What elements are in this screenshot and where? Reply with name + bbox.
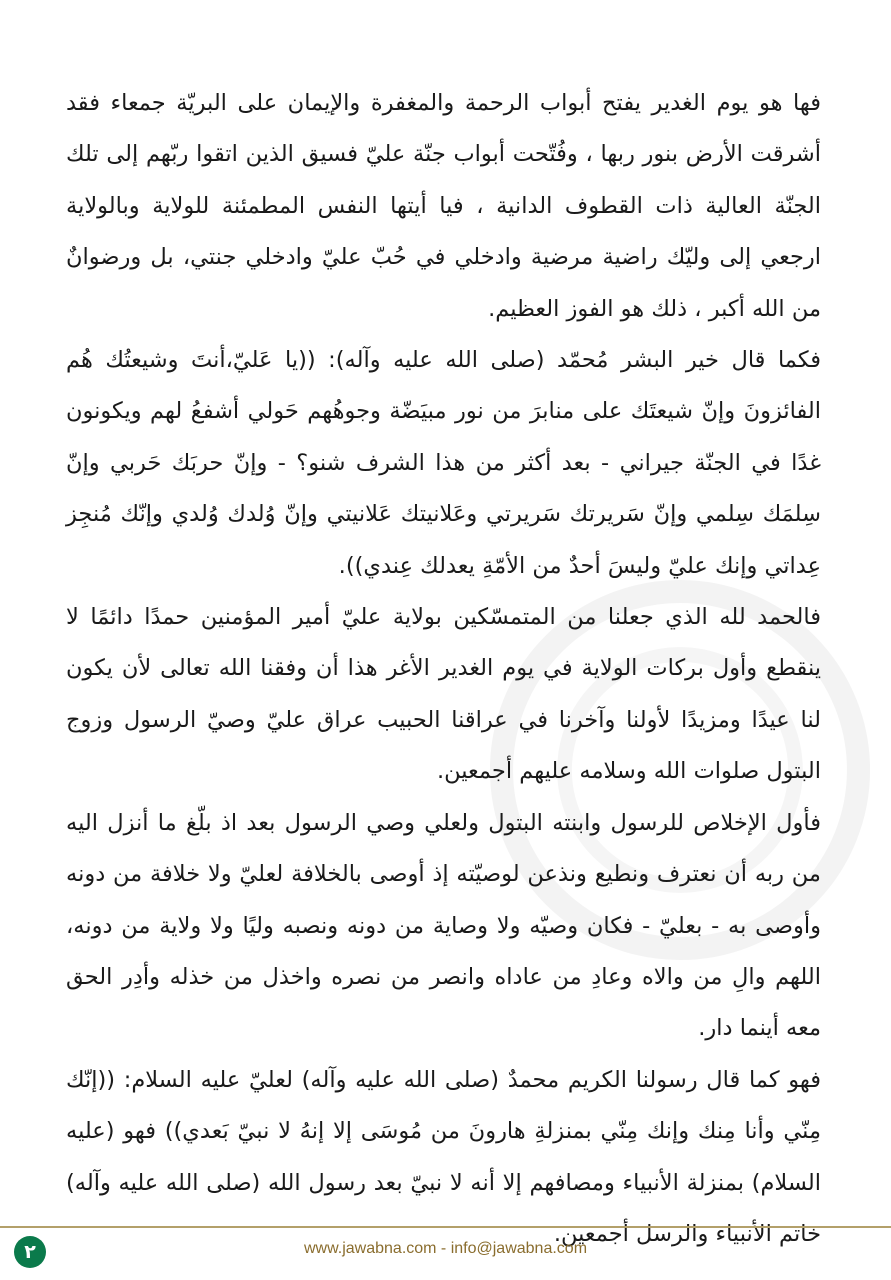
paragraph: فها هو يوم الغدير يفتح أبواب الرحمة والمغفرة والإيمان على البريّة جمعاء فقد أشرقت الأرض بنور ربها ، وفُتّحت أبواب جنّة عليّ فسيق الذين اتقوا ربّهم إلى تلك الجنّة العالية ذات القطوف الدانية ، فيا أيتها النفس المطمئنة للولاية وبالولاية ارجعي إلى وليّك راضية مرضية وادخلي في حُبّ عليّ وادخلي جنتي، بل ورضوانٌ من الله أكبر ، ذلك هو الفوز العظيم. [66,90,821,322]
paragraph: فالحمد لله الذي جعلنا من المتمسّكين بولاية عليّ أمير المؤمنين حمدًا دائمًا لا ينقطع وأول بركات الولاية في يوم الغدير الأغر هذا أن وفقنا الله تعالى لأن يكون لنا عيدًا ومزيدًا لأولنا وآخرنا في عراقنا الحبيب عراق عليّ وصيّ الرسول وزوج البتول صلوات الله وسلامه عليهم أجمعين. [66,604,821,785]
paragraph: فهو كما قال رسولنا الكريم محمدٌ (صلى الله عليه وآله) لعليّ عليه السلام: ((إنّك مِنّي وأنا مِنك وإنك مِنّي بمنزلةِ هارونَ من مُوسَى إلا إنهُ لا نبيّ بَعدي)) فهو (عليه السلام) بمنزلة الأنبياء ومصافهم إلا أنه لا نبيّ بعد رسول الله (صلى الله عليه وآله) خاتم الأنبياء والرسل أجمعين. [66,1066,821,1247]
document-body [66,78,821,1260]
footer-contact: www.jawabna.com - info@jawabna.com [303,1240,588,1257]
page-number-badge: ٢ [14,1236,46,1268]
paragraph: فأول الإخلاص للرسول وابنته البتول ولعلي وصي الرسول بعد اذ بلّغ ما أنزل اليه من ربه أن نعترف ونطيع ونذعن لوصيّته إذ أوصى بالخلافة لعليّ ولا خلافة من دونه وأوصى به - بعليّ - فكان وصيّه ولا وصاية من دونه ونصبه وليًا ولا ولاية من دونه، اللهم والِ من والاه وعادِ من عاداه وانصر من نصره واخذل من خذله وأدِر الحق معه أينما دار. [66,809,821,1042]
footer-divider [0,1226,891,1228]
paragraph: فكما قال خير البشر مُحمّد (صلى الله عليه وآله): ((يا عَليّ،أنتَ وشيعتُك هُم الفائزونَ وإنّ شيعتَك على منابرَ من نور مبيَضّة وجوهُهم حَولي أشفعُ لهم ويكونون غدًا في الجنّة جيراني - بعد أكثر من هذا الشرف شنو؟ - وإنّ حربَك حَربي وإنّ سِلمَك سِلمي وإنّ سَريرتك سَريرتي وعَلانيتك عَلانيتي وإنّ وُلدك وُلدي وإنّك مُنجِز عِداتي وإنك عليّ وليسَ أحدٌ من الأمّةِ يعدلك عِندي)). [66,347,821,579]
